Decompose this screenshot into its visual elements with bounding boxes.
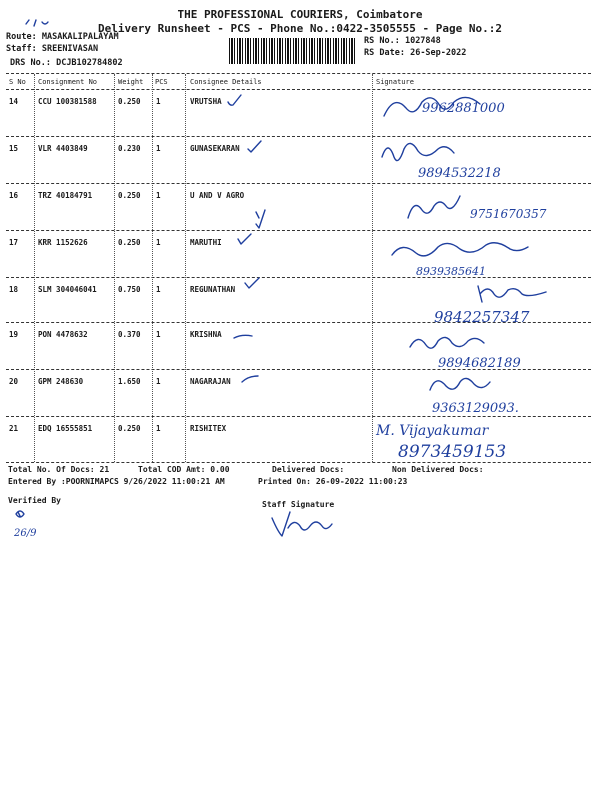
runsheet-title: Delivery Runsheet - PCS - Phone No.:0422-3505555 - Page No.:2 <box>98 22 502 35</box>
row-consignee: KRISHNA <box>190 330 222 339</box>
row-sno: 18 <box>9 285 19 294</box>
row-sno: 15 <box>9 144 19 153</box>
signature-row-16 <box>378 184 578 230</box>
drs-barcode <box>229 38 357 64</box>
signature-row-15 <box>378 137 578 183</box>
row-consignment: GPM 248630 <box>38 377 84 386</box>
svg-text:8939385641: 8939385641 <box>416 265 486 278</box>
signature-row-19 <box>378 323 578 369</box>
row-weight: 0.750 <box>118 285 141 294</box>
row-consignee: GUNASEKARAN <box>190 144 240 153</box>
tick-mark <box>240 374 262 386</box>
col-consignment: Consignment No <box>38 78 98 86</box>
signature-row-20 <box>378 370 578 416</box>
row-consignment: EDQ 16555851 <box>38 424 93 433</box>
total-docs: Total No. Of Docs: 21 <box>8 465 110 474</box>
row-consignment: CCU 100381588 <box>38 97 97 106</box>
row-pcs: 1 <box>156 330 161 339</box>
stray-ink-mark <box>24 16 64 30</box>
verified-by-label: Verified By <box>8 496 61 505</box>
row-sno: 17 <box>9 238 19 247</box>
signature-row-14 <box>378 90 578 136</box>
row-pcs: 1 <box>156 238 161 247</box>
row-weight: 1.650 <box>118 377 141 386</box>
tick-mark <box>246 140 266 154</box>
row-consignment: VLR 4403849 <box>38 144 88 153</box>
staff-value: SREENIVASAN <box>41 44 99 54</box>
drs-value: DCJB102784802 <box>56 58 123 68</box>
not-delivered-docs: Non Delivered Docs: <box>392 465 484 474</box>
row-sno: 16 <box>9 191 19 200</box>
company-title: THE PROFESSIONAL COURIERS, Coimbatore <box>177 8 423 21</box>
row-pcs: 1 <box>156 97 161 106</box>
row-sno: 14 <box>9 97 19 106</box>
row-pcs: 1 <box>156 144 161 153</box>
row-sno: 21 <box>9 424 19 433</box>
svg-text:9842257347: 9842257347 <box>434 308 530 326</box>
row-weight: 0.250 <box>118 97 141 106</box>
staff-line: Staff: SREENIVASAN <box>6 44 99 54</box>
row-weight: 0.230 <box>118 144 141 153</box>
verifier-initials <box>10 506 50 540</box>
tick-mark <box>232 332 256 342</box>
row-pcs: 1 <box>156 424 161 433</box>
svg-text:9894682189: 9894682189 <box>438 356 521 371</box>
tick-mark <box>236 233 256 247</box>
delivered-docs: Delivered Docs: <box>272 465 345 474</box>
route-value: MASAKALIPALAYAM <box>41 32 119 42</box>
svg-text:8973459153: 8973459153 <box>398 442 507 462</box>
col-weight: Weight <box>118 78 144 86</box>
col-pcs: PCS <box>155 78 168 86</box>
staff-signature-label: Staff Signature <box>262 500 335 509</box>
row-consignment: KRR 1152626 <box>38 238 88 247</box>
col-consignee: Consignee Details <box>190 78 262 86</box>
col-signature: Signature <box>376 78 414 86</box>
row-sno: 19 <box>9 330 19 339</box>
row-pcs: 1 <box>156 191 161 200</box>
printed-on: Printed On: 26-09-2022 11:00:23 <box>258 477 408 486</box>
total-cod: Total COD Amt: 0.00 <box>138 465 230 474</box>
svg-text:9962881000: 9962881000 <box>422 101 505 116</box>
drs-line: DRS No.: DCJB102784802 <box>10 58 123 68</box>
row-consignee: MARUTHI <box>190 238 222 247</box>
row-weight: 0.250 <box>118 424 141 433</box>
row-sno: 20 <box>9 377 19 386</box>
svg-text:M. Vijayakumar: M. Vijayakumar <box>376 423 489 439</box>
row-weight: 0.250 <box>118 238 141 247</box>
rs-date-line: RS Date: 26-Sep-2022 <box>364 48 467 58</box>
row-pcs: 1 <box>156 285 161 294</box>
row-consignee: NAGARAJAN <box>190 377 231 386</box>
row-consignment: TRZ 40184791 <box>38 191 93 200</box>
signature-row-21 <box>372 417 582 463</box>
svg-text:9363129093.: 9363129093. <box>432 401 519 416</box>
row-consignee: REGUNATHAN <box>190 285 236 294</box>
tick-mark <box>252 208 272 230</box>
row-consignee: U AND V AGRO <box>190 191 245 200</box>
svg-text:9751670357: 9751670357 <box>470 207 547 221</box>
header-top-rule <box>6 73 591 74</box>
row-weight: 0.370 <box>118 330 141 339</box>
row-consignment: PON 4478632 <box>38 330 88 339</box>
svg-text:26/9: 26/9 <box>14 528 37 539</box>
entered-by: Entered By :POORNIMAPCS 9/26/2022 11:00:21 AM <box>8 477 225 486</box>
signature-row-17 <box>378 231 578 277</box>
row-consignee: VRUTSHA <box>190 97 222 106</box>
row-consignee: RISHITEX <box>190 424 227 433</box>
tick-mark <box>243 277 263 291</box>
row-pcs: 1 <box>156 377 161 386</box>
staff-signature <box>268 510 348 544</box>
route-line: Route: MASAKALIPALAYAM <box>6 32 119 42</box>
rs-no-line: RS No.: 1027848 <box>364 36 441 46</box>
tick-mark <box>226 94 246 108</box>
signature-row-18 <box>378 278 578 324</box>
row-consignment: SLM 304046041 <box>38 285 97 294</box>
svg-text:9894532218: 9894532218 <box>418 166 501 181</box>
row-weight: 0.250 <box>118 191 141 200</box>
col-sno: S No <box>9 78 26 86</box>
